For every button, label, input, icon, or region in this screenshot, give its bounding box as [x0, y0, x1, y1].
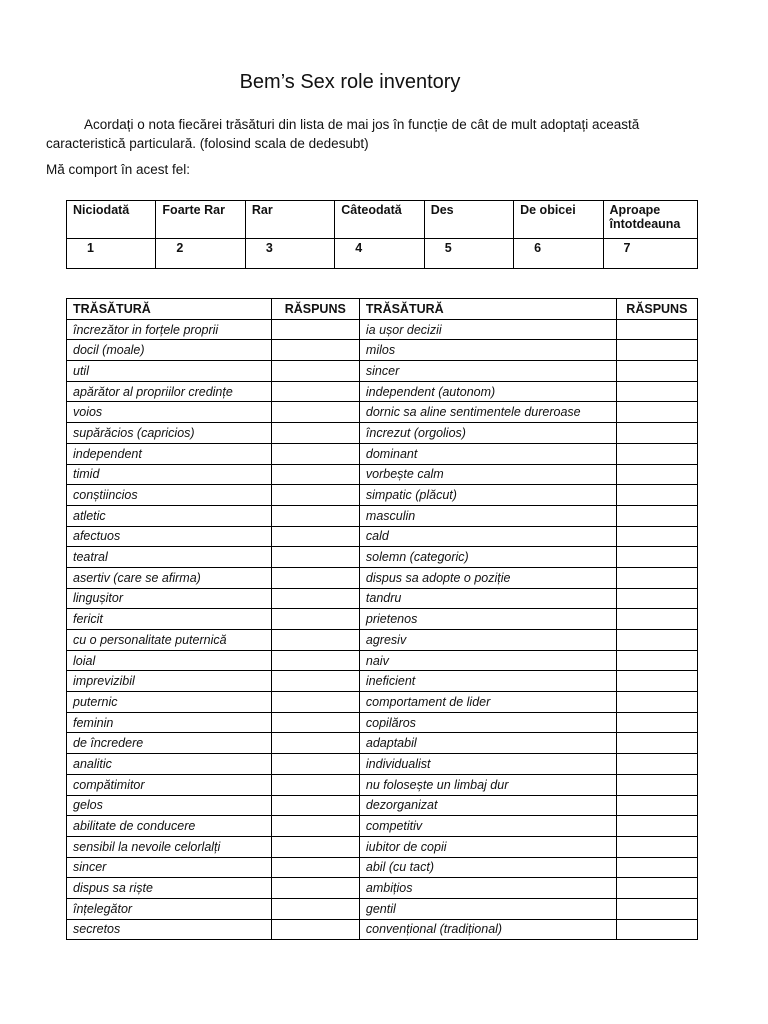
rating-scale-table	[66, 200, 698, 269]
answer-left-cell[interactable]	[271, 505, 359, 526]
table-row	[67, 836, 698, 857]
answer-left-cell[interactable]	[271, 340, 359, 361]
table-row	[67, 919, 698, 940]
trait-right: cald	[359, 526, 616, 547]
traits-table	[66, 298, 698, 940]
trait-right: gentil	[359, 898, 616, 919]
answer-left-cell[interactable]	[271, 898, 359, 919]
trait-left: util	[67, 361, 272, 382]
trait-right: sincer	[359, 361, 616, 382]
answer-left-cell[interactable]	[271, 733, 359, 754]
trait-left: apărător al propriilor credințe	[67, 381, 272, 402]
header-trait: TRĂSĂTURĂ	[359, 299, 616, 320]
table-row	[67, 609, 698, 630]
trait-right: milos	[359, 340, 616, 361]
header-trait: TRĂSĂTURĂ	[67, 299, 272, 320]
answer-left-cell[interactable]	[271, 423, 359, 444]
answer-left-cell[interactable]	[271, 795, 359, 816]
trait-right: copilăros	[359, 712, 616, 733]
answer-right-cell[interactable]	[616, 609, 697, 630]
answer-right-cell[interactable]	[616, 733, 697, 754]
trait-left: compătimitor	[67, 774, 272, 795]
answer-right-cell[interactable]	[616, 878, 697, 899]
answer-right-cell[interactable]	[616, 340, 697, 361]
answer-left-cell[interactable]	[271, 650, 359, 671]
trait-right: comportament de lider	[359, 692, 616, 713]
trait-left: de încredere	[67, 733, 272, 754]
answer-left-cell[interactable]	[271, 671, 359, 692]
trait-right: naiv	[359, 650, 616, 671]
table-row	[67, 505, 698, 526]
table-row	[67, 630, 698, 651]
trait-left: secretos	[67, 919, 272, 940]
trait-right: dominant	[359, 443, 616, 464]
trait-left: atletic	[67, 505, 272, 526]
table-row	[67, 671, 698, 692]
trait-right: individualist	[359, 754, 616, 775]
answer-left-cell[interactable]	[271, 857, 359, 878]
trait-left: feminin	[67, 712, 272, 733]
trait-left: imprevizibil	[67, 671, 272, 692]
answer-right-cell[interactable]	[616, 526, 697, 547]
scale-number: 3	[245, 239, 334, 269]
table-row	[67, 816, 698, 837]
table-row	[67, 878, 698, 899]
trait-left: puternic	[67, 692, 272, 713]
trait-left: timid	[67, 464, 272, 485]
trait-left: loial	[67, 650, 272, 671]
trait-right: iubitor de copii	[359, 836, 616, 857]
answer-right-cell[interactable]	[616, 588, 697, 609]
answer-right-cell[interactable]	[616, 319, 697, 340]
answer-right-cell[interactable]	[616, 692, 697, 713]
answer-right-cell[interactable]	[616, 898, 697, 919]
answer-left-cell[interactable]	[271, 361, 359, 382]
table-row	[67, 857, 698, 878]
answer-left-cell[interactable]	[271, 712, 359, 733]
trait-right: adaptabil	[359, 733, 616, 754]
answer-left-cell[interactable]	[271, 526, 359, 547]
answer-left-cell[interactable]	[271, 692, 359, 713]
trait-left: asertiv (care se afirma)	[67, 567, 272, 588]
answer-right-cell[interactable]	[616, 381, 697, 402]
table-row	[67, 381, 698, 402]
trait-right: dezorganizat	[359, 795, 616, 816]
answer-right-cell[interactable]	[616, 423, 697, 444]
answer-left-cell[interactable]	[271, 630, 359, 651]
scale-number: 7	[603, 239, 697, 269]
table-row	[67, 464, 698, 485]
trait-right: dornic sa aline sentimentele dureroase	[359, 402, 616, 423]
answer-right-cell[interactable]	[616, 712, 697, 733]
table-row	[67, 733, 698, 754]
lead-text: Mă comport în acest fel:	[46, 162, 191, 177]
header-answer: RĂSPUNS	[271, 299, 359, 320]
scale-number: 6	[514, 239, 603, 269]
table-row	[67, 774, 698, 795]
trait-right: competitiv	[359, 816, 616, 837]
scale-label: Foarte Rar	[156, 201, 245, 239]
answer-right-cell[interactable]	[616, 671, 697, 692]
trait-left: încrezător in forțele proprii	[67, 319, 272, 340]
table-row	[67, 567, 698, 588]
scale-number: 5	[424, 239, 513, 269]
answer-left-cell[interactable]	[271, 567, 359, 588]
trait-left: docil (moale)	[67, 340, 272, 361]
answer-right-cell[interactable]	[616, 567, 697, 588]
scale-number: 2	[156, 239, 245, 269]
scale-number: 1	[67, 239, 156, 269]
answer-left-cell[interactable]	[271, 919, 359, 940]
table-row	[67, 795, 698, 816]
answer-right-cell[interactable]	[616, 464, 697, 485]
answer-right-cell[interactable]	[616, 816, 697, 837]
table-row	[67, 588, 698, 609]
table-row	[67, 754, 698, 775]
answer-left-cell[interactable]	[271, 319, 359, 340]
answer-left-cell[interactable]	[271, 588, 359, 609]
table-row	[67, 402, 698, 423]
instructions	[46, 115, 686, 153]
table-row	[67, 485, 698, 506]
trait-left: abilitate de conducere	[67, 816, 272, 837]
trait-left: dispus sa riște	[67, 878, 272, 899]
trait-right: tandru	[359, 588, 616, 609]
trait-right: dispus sa adopte o poziție	[359, 567, 616, 588]
scale-label: Câteodată	[335, 201, 424, 239]
table-row	[67, 319, 698, 340]
trait-left: sensibil la nevoile celorlalți	[67, 836, 272, 857]
trait-left: conștiincios	[67, 485, 272, 506]
trait-left: analitic	[67, 754, 272, 775]
answer-left-cell[interactable]	[271, 878, 359, 899]
table-row	[67, 547, 698, 568]
trait-right: ia ușor decizii	[359, 319, 616, 340]
answer-right-cell[interactable]	[616, 443, 697, 464]
trait-right: ineficient	[359, 671, 616, 692]
trait-right: independent (autonom)	[359, 381, 616, 402]
answer-right-cell[interactable]	[616, 836, 697, 857]
trait-right: vorbește calm	[359, 464, 616, 485]
page-title: Bem’s Sex role inventory	[239, 71, 461, 93]
table-row	[67, 650, 698, 671]
table-row	[67, 443, 698, 464]
trait-left: independent	[67, 443, 272, 464]
header-answer: RĂSPUNS	[616, 299, 697, 320]
answer-left-cell[interactable]	[271, 754, 359, 775]
answer-right-cell[interactable]	[616, 402, 697, 423]
trait-right: prietenos	[359, 609, 616, 630]
table-row	[67, 526, 698, 547]
scale-label: De obicei	[514, 201, 603, 239]
scale-label: Rar	[245, 201, 334, 239]
trait-right: masculin	[359, 505, 616, 526]
table-row	[67, 692, 698, 713]
answer-left-cell[interactable]	[271, 402, 359, 423]
answer-right-cell[interactable]	[616, 774, 697, 795]
scale-label: Niciodată	[67, 201, 156, 239]
trait-right: agresiv	[359, 630, 616, 651]
trait-left: lingușitor	[67, 588, 272, 609]
answer-left-cell[interactable]	[271, 547, 359, 568]
answer-right-cell[interactable]	[616, 485, 697, 506]
trait-left: gelos	[67, 795, 272, 816]
answer-right-cell[interactable]	[616, 361, 697, 382]
answer-left-cell[interactable]	[271, 485, 359, 506]
trait-left: afectuos	[67, 526, 272, 547]
trait-left: teatral	[67, 547, 272, 568]
trait-right: încrezut (orgolios)	[359, 423, 616, 444]
trait-right: simpatic (plăcut)	[359, 485, 616, 506]
scale-number: 4	[335, 239, 424, 269]
scale-label: Des	[424, 201, 513, 239]
table-row	[67, 423, 698, 444]
trait-left: fericit	[67, 609, 272, 630]
instructions-text: Acordați o nota fiecărei trăsături din lista de mai jos în funcție de cât de mult adoptați această caracteristică particulară. (folosind scala de dedesubt)	[46, 117, 640, 151]
answer-right-cell[interactable]	[616, 795, 697, 816]
answer-right-cell[interactable]	[616, 857, 697, 878]
table-row	[67, 340, 698, 361]
answer-right-cell[interactable]	[616, 754, 697, 775]
trait-right: solemn (categoric)	[359, 547, 616, 568]
table-row	[67, 712, 698, 733]
traits-header-row	[67, 299, 698, 320]
answer-left-cell[interactable]	[271, 609, 359, 630]
answer-left-cell[interactable]	[271, 443, 359, 464]
answer-left-cell[interactable]	[271, 381, 359, 402]
trait-right: convențional (tradițional)	[359, 919, 616, 940]
answer-right-cell[interactable]	[616, 919, 697, 940]
answer-left-cell[interactable]	[271, 836, 359, 857]
answer-right-cell[interactable]	[616, 547, 697, 568]
trait-left: sincer	[67, 857, 272, 878]
table-row	[67, 361, 698, 382]
trait-left: voios	[67, 402, 272, 423]
scale-label: Aproape întotdeauna	[603, 201, 697, 239]
answer-left-cell[interactable]	[271, 774, 359, 795]
answer-left-cell[interactable]	[271, 464, 359, 485]
trait-right: nu folosește un limbaj dur	[359, 774, 616, 795]
answer-right-cell[interactable]	[616, 650, 697, 671]
answer-left-cell[interactable]	[271, 816, 359, 837]
trait-left: supărăcios (capricios)	[67, 423, 272, 444]
trait-left: înțelegător	[67, 898, 272, 919]
trait-left: cu o personalitate puternică	[67, 630, 272, 651]
trait-right: ambițios	[359, 878, 616, 899]
trait-right: abil (cu tact)	[359, 857, 616, 878]
table-row	[67, 898, 698, 919]
answer-right-cell[interactable]	[616, 505, 697, 526]
answer-right-cell[interactable]	[616, 630, 697, 651]
